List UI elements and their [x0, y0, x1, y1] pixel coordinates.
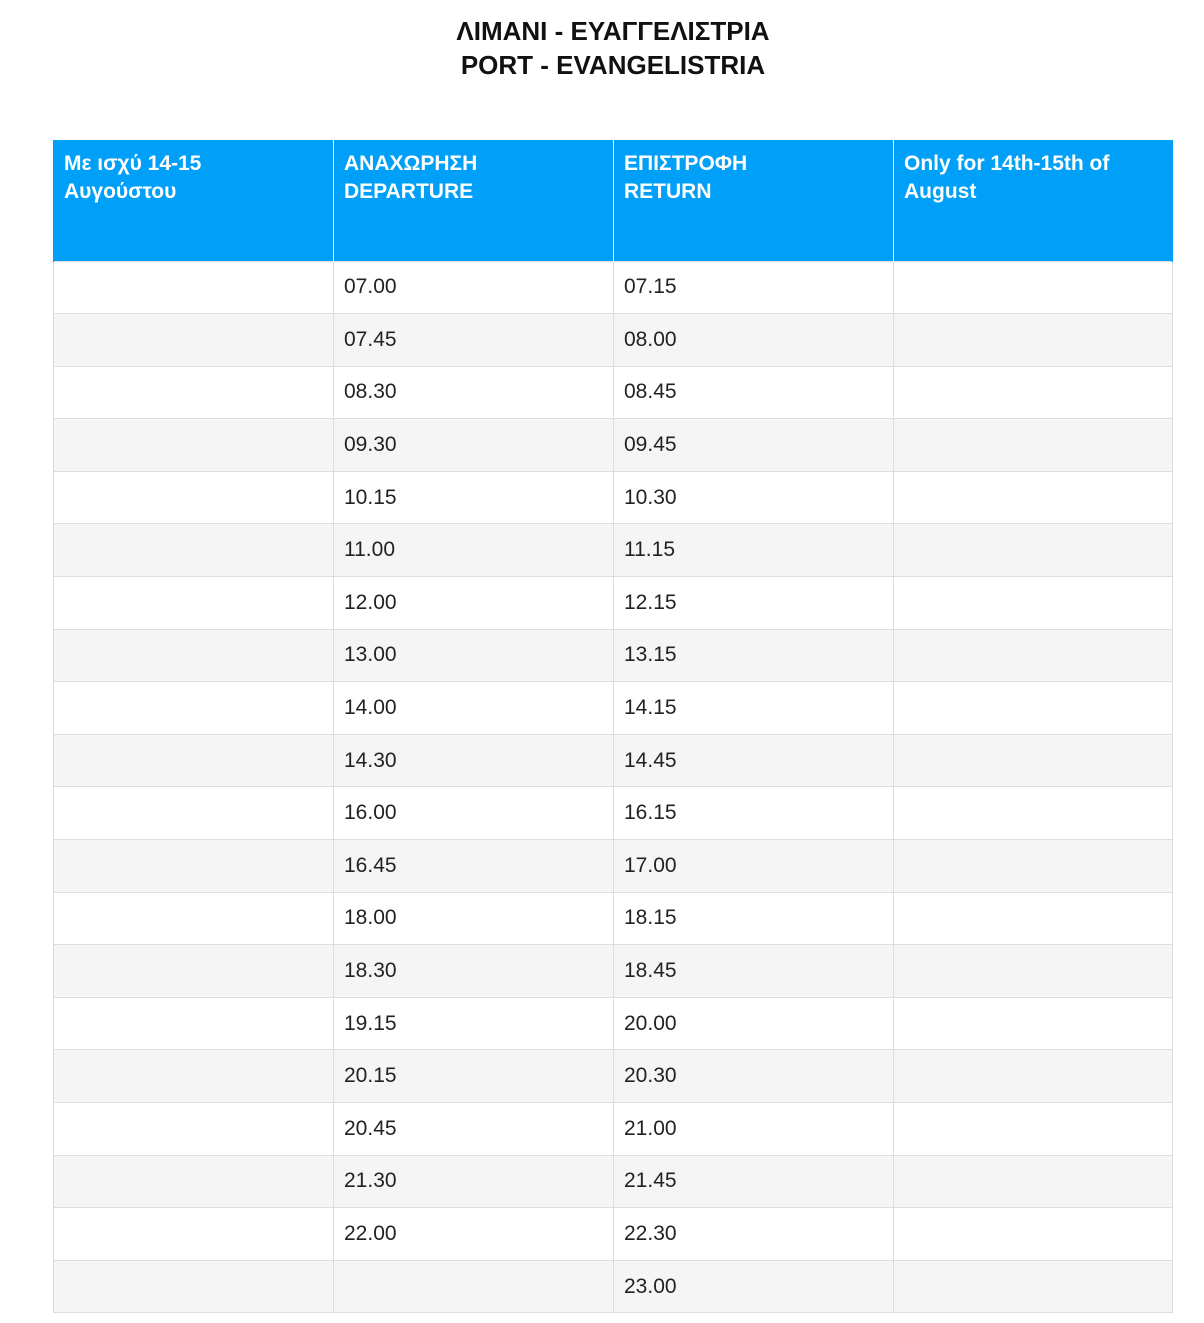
departure-cell: 09.30	[334, 419, 614, 472]
return-cell: 20.00	[614, 997, 894, 1050]
validity-cell	[54, 892, 334, 945]
timetable-header	[54, 140, 1173, 261]
note-cell	[894, 1208, 1173, 1261]
note-cell	[894, 787, 1173, 840]
departure-cell: 20.45	[334, 1103, 614, 1156]
return-cell: 11.15	[614, 524, 894, 577]
departure-cell: 08.30	[334, 366, 614, 419]
title-greek: ΛΙΜΑΝΙ - ΕΥΑΓΓΕΛΙΣΤΡΙΑ	[456, 16, 770, 46]
return-cell: 18.15	[614, 892, 894, 945]
header-validity-english: Only for 14th-15th of August	[894, 140, 1173, 261]
timetable-body	[54, 261, 1173, 1313]
return-cell: 16.15	[614, 787, 894, 840]
validity-cell	[54, 314, 334, 367]
page-title	[0, 14, 1204, 82]
timetable	[53, 140, 1173, 1313]
departure-cell: 10.15	[334, 471, 614, 524]
note-cell	[894, 1103, 1173, 1156]
validity-cell	[54, 997, 334, 1050]
departure-cell: 16.45	[334, 840, 614, 893]
note-cell	[894, 945, 1173, 998]
note-cell	[894, 471, 1173, 524]
return-cell: 21.00	[614, 1103, 894, 1156]
return-cell: 13.15	[614, 629, 894, 682]
table-row	[54, 314, 1173, 367]
note-cell	[894, 577, 1173, 630]
table-row	[54, 1050, 1173, 1103]
validity-cell	[54, 471, 334, 524]
validity-cell	[54, 366, 334, 419]
note-cell	[894, 366, 1173, 419]
table-row	[54, 997, 1173, 1050]
validity-cell	[54, 261, 334, 314]
note-cell	[894, 1260, 1173, 1313]
table-row	[54, 892, 1173, 945]
note-cell	[894, 734, 1173, 787]
return-cell: 22.30	[614, 1208, 894, 1261]
note-cell	[894, 419, 1173, 472]
note-cell	[894, 1050, 1173, 1103]
table-row	[54, 366, 1173, 419]
return-cell: 09.45	[614, 419, 894, 472]
return-cell: 14.15	[614, 682, 894, 735]
validity-cell	[54, 629, 334, 682]
note-cell	[894, 840, 1173, 893]
note-cell	[894, 629, 1173, 682]
table-row	[54, 1260, 1173, 1313]
departure-cell	[334, 1260, 614, 1313]
validity-cell	[54, 945, 334, 998]
table-row	[54, 945, 1173, 998]
table-row	[54, 1208, 1173, 1261]
validity-cell	[54, 1050, 334, 1103]
return-cell: 20.30	[614, 1050, 894, 1103]
validity-cell	[54, 1208, 334, 1261]
table-row	[54, 577, 1173, 630]
return-cell: 07.15	[614, 261, 894, 314]
note-cell	[894, 524, 1173, 577]
header-return: ΕΠΙΣΤΡΟΦΗ RETURN	[614, 140, 894, 261]
header-departure: ΑΝΑΧΩΡΗΣΗ DEPARTURE	[334, 140, 614, 261]
title-english: PORT - EVANGELISTRIA	[460, 50, 766, 80]
departure-cell: 19.15	[334, 997, 614, 1050]
departure-cell: 07.00	[334, 261, 614, 314]
validity-cell	[54, 577, 334, 630]
return-cell: 08.00	[614, 314, 894, 367]
table-row	[54, 261, 1173, 314]
header-row	[54, 140, 1173, 261]
note-cell	[894, 1155, 1173, 1208]
departure-cell: 16.00	[334, 787, 614, 840]
return-cell: 18.45	[614, 945, 894, 998]
validity-cell	[54, 734, 334, 787]
return-cell: 21.45	[614, 1155, 894, 1208]
departure-cell: 14.30	[334, 734, 614, 787]
table-row	[54, 840, 1173, 893]
note-cell	[894, 314, 1173, 367]
table-row	[54, 471, 1173, 524]
header-validity-greek: Με ισχύ 14-15 Αυγούστου	[54, 140, 334, 261]
departure-cell: 22.00	[334, 1208, 614, 1261]
departure-cell: 07.45	[334, 314, 614, 367]
validity-cell	[54, 524, 334, 577]
departure-cell: 21.30	[334, 1155, 614, 1208]
validity-cell	[54, 1260, 334, 1313]
note-cell	[894, 997, 1173, 1050]
validity-cell	[54, 787, 334, 840]
departure-cell: 13.00	[334, 629, 614, 682]
return-cell: 12.15	[614, 577, 894, 630]
return-cell: 23.00	[614, 1260, 894, 1313]
validity-cell	[54, 1103, 334, 1156]
departure-cell: 14.00	[334, 682, 614, 735]
validity-cell	[54, 419, 334, 472]
table-row	[54, 524, 1173, 577]
table-row	[54, 682, 1173, 735]
note-cell	[894, 892, 1173, 945]
note-cell	[894, 261, 1173, 314]
table-row	[54, 1103, 1173, 1156]
departure-cell: 12.00	[334, 577, 614, 630]
return-cell: 14.45	[614, 734, 894, 787]
return-cell: 08.45	[614, 366, 894, 419]
validity-cell	[54, 1155, 334, 1208]
table-row	[54, 734, 1173, 787]
departure-cell: 18.00	[334, 892, 614, 945]
return-cell: 10.30	[614, 471, 894, 524]
table-row	[54, 1155, 1173, 1208]
table-row	[54, 419, 1173, 472]
departure-cell: 20.15	[334, 1050, 614, 1103]
return-cell: 17.00	[614, 840, 894, 893]
table-row	[54, 629, 1173, 682]
validity-cell	[54, 682, 334, 735]
validity-cell	[54, 840, 334, 893]
table-row	[54, 787, 1173, 840]
departure-cell: 11.00	[334, 524, 614, 577]
note-cell	[894, 682, 1173, 735]
departure-cell: 18.30	[334, 945, 614, 998]
